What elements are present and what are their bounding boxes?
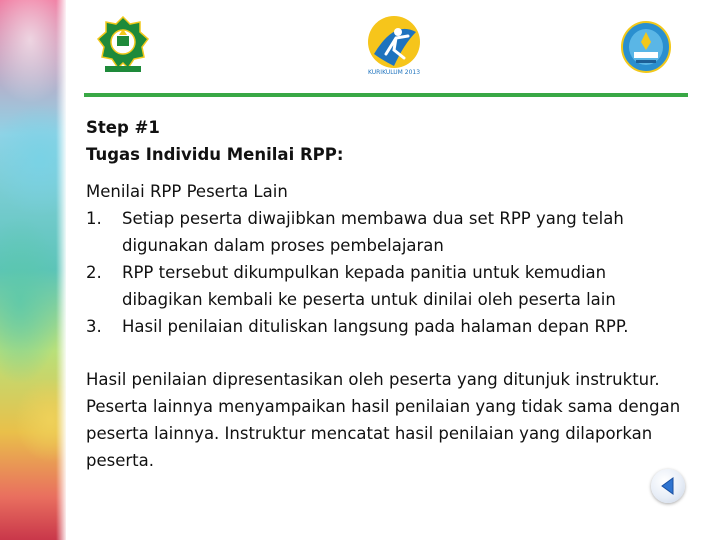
list-item — [86, 259, 686, 313]
step-label: Step #1 — [86, 118, 160, 137]
svg-text:KURIKULUM 2013: KURIKULUM 2013 — [367, 69, 421, 76]
list-item — [86, 205, 686, 259]
list-item-text: Hasil penilaian dituliskan langsung pada halaman depan RPP. — [122, 317, 629, 336]
back-arrow-icon — [651, 469, 685, 503]
kurikulum-2013-logo — [364, 14, 424, 76]
decorative-side-artwork — [0, 0, 66, 540]
list-intro: Menilai RPP Peserta Lain — [86, 182, 288, 201]
back-button[interactable] — [651, 469, 685, 503]
task-list — [86, 205, 686, 340]
list-item-text: Setiap peserta diwajibkan membawa dua set RPP yang telah digunakan dalam proses pembelajaran — [122, 209, 624, 255]
list-item-number: 2. — [86, 263, 102, 282]
kementerian-agama-logo — [97, 16, 149, 74]
kemendikbud-logo — [620, 20, 672, 74]
list-item-text: RPP tersebut dikumpulkan kepada panitia untuk kemudian dibagikan kembali ke peserta untuk dinilai oleh peserta lain — [122, 263, 616, 309]
slide-title: Tugas Individu Menilai RPP: — [86, 145, 344, 164]
header-divider — [84, 93, 688, 97]
slide-content — [86, 114, 686, 474]
list-item — [86, 313, 686, 340]
summary-paragraph: Hasil penilaian dipresentasikan oleh peserta yang ditunjuk instruktur. Peserta lainnya menyampaikan hasil penilaian yang tidak sama dengan peserta lainnya. Instruktur mencatat hasil penilaian yang dilaporkan peserta. — [86, 370, 681, 470]
list-item-number: 3. — [86, 317, 102, 336]
list-item-number: 1. — [86, 209, 102, 228]
